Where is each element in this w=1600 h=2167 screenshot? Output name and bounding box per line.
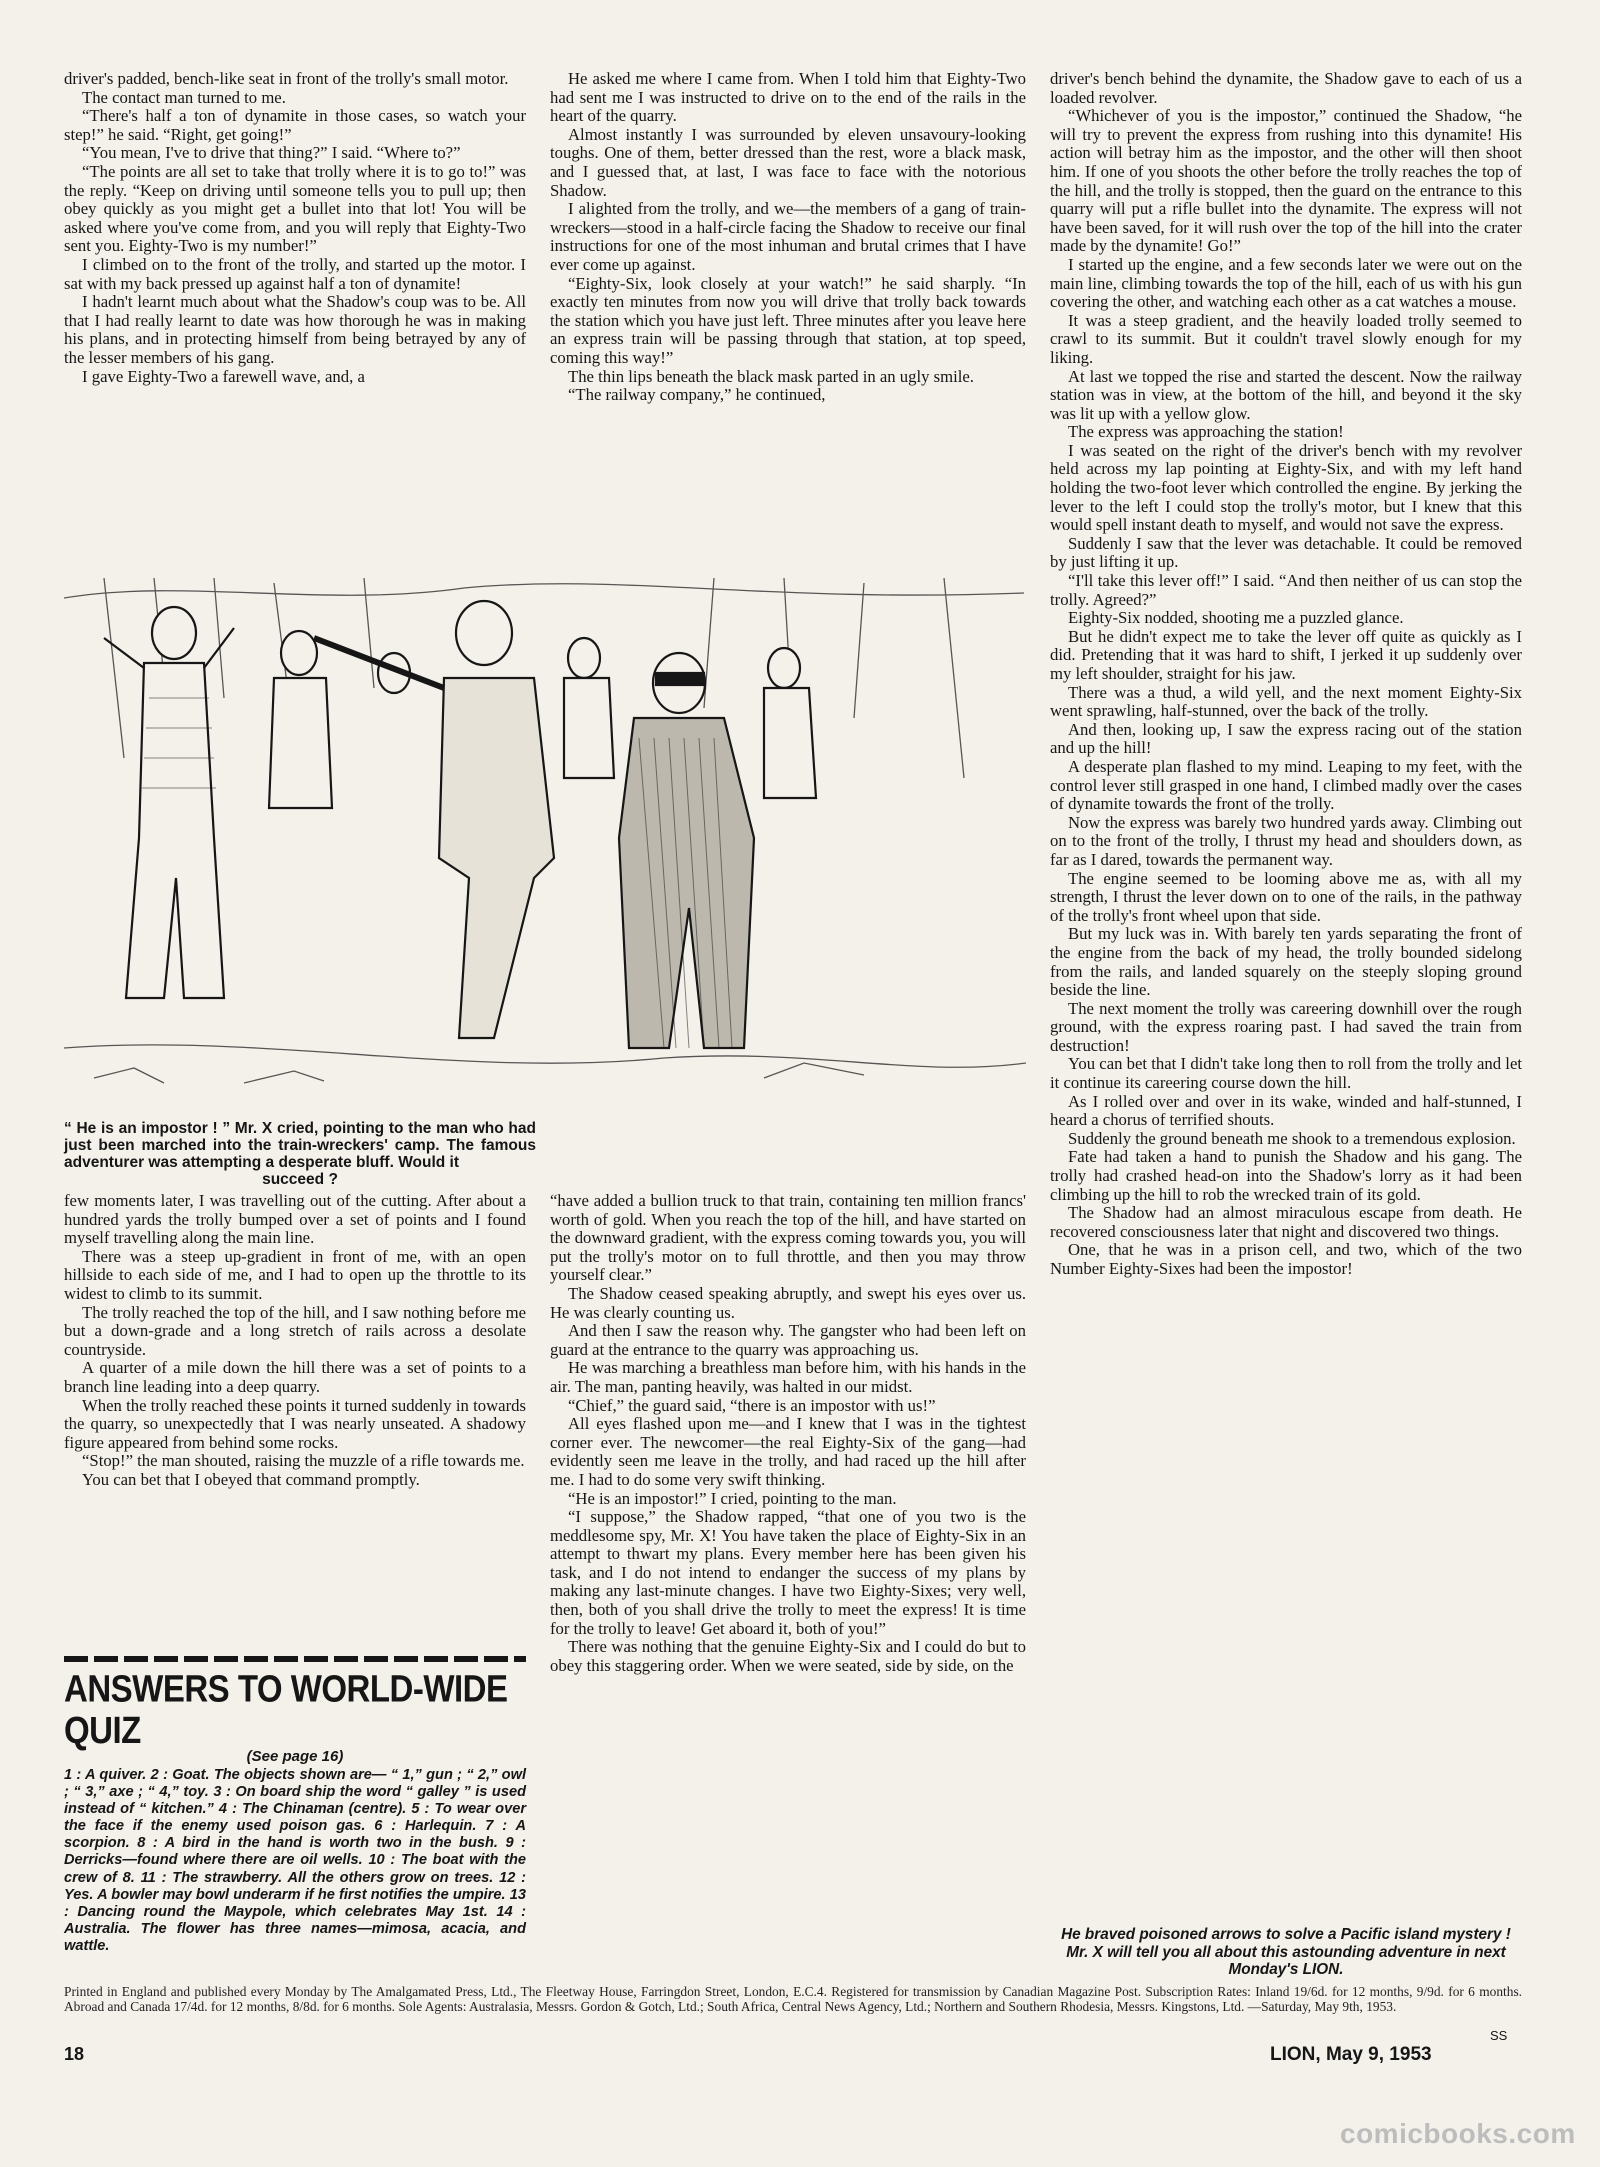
- story-paragraph: “have added a bullion truck to that train, containing ten million francs' worth of gold. When you reach the top of the hill, and have started on the downward gradient, with the express coming towards you, you will put the trolly's motor on to full throttle, and then you may throw yourself clear.”: [550, 1192, 1026, 1285]
- story-paragraph: I alighted from the trolly, and we—the members of a gang of train-wreckers—stood in a half-circle facing the Shadow to receive our final instructions for one of the most inhuman and brutal crimes that I have ever come up against.: [550, 199, 1026, 274]
- story-paragraph: Eighty-Six nodded, shooting me a puzzled glance.: [1068, 608, 1404, 628]
- dashed-divider: [64, 1656, 526, 1662]
- story-paragraph: “The points are all set to take that trolly where it is to go to!” was the reply. “Keep on driving until someone tells you to pull up; then obey quickly as you might get a bullet into that lot! You will be asked where you've come from, and you will reply that Eighty-Two sent you. Eighty-Two is my number!”: [64, 161, 526, 256]
- story-column-2-bottom: [550, 1192, 1026, 1982]
- story-paragraph: I started up the engine, and a few seconds later we were out on the main line, climbing towards the top of the hill, each of us with his gun covering the other, and watching each other as a cat watches a mouse.: [1050, 254, 1522, 312]
- story-column-1-bottom: [64, 1192, 526, 1490]
- story-paragraph: “I suppose,” the Shadow rapped, “that one of you two is the meddlesome spy, Mr. X! You have taken the place of Eighty-Six in an attempt to thwart my plans. Every member here has been given his task, and I do not intend to endanger the success of my plans by making any last-minute changes. I have two Eighty-Sixes; very well, then, both of you shall drive the trolly to meet the express! It is time for the trolly to leave! Get aboard it, both of you!”: [550, 1507, 1026, 1638]
- story-paragraph: “Whichever of you is the impostor,” continued the Shadow, “he will try to prevent the express from rushing into this dynamite! His action will betray him as the impostor, and the other will then shoot him. If one of you shoots the other before the trolly reaches the top of the hill, and the trolly is stopped, then the guard on the entrance to this quarry will put a rifle bullet into the dynamite. The express will not have been saved, for it will rush over the top of the hill into the crater made by the dynamite! Go!”: [1050, 106, 1522, 256]
- page-number: 18: [64, 2044, 85, 2064]
- story-paragraph: driver's padded, bench-like seat in front of the trolly's small motor.: [64, 69, 509, 88]
- story-paragraph: And then, looking up, I saw the express racing out of the station and up the hill!: [1050, 719, 1522, 758]
- imprint-footer: Printed in England and published every Monday by The Amalgamated Press, Ltd., The Fleetway House, Farringdon Street, London, E.C.4. Registered for transmission by Canadian Magazine Post. Subscription Rates: Inland 19/6d. for 12 months, 9/9d. for 6 months. Abroad and Canada 17/4d. for 12 months, 8/8d. for 6 months. Sole Agents: Australasia, Messrs. Gordon & Gotch, Ltd.; South Africa, Central News Agency, Ltd.; Northern and Southern Rhodesia, Messrs. Kingstons, Ltd. —Saturday, May 9th, 1953.: [64, 1984, 1522, 2015]
- story-paragraph: You can bet that I obeyed that command promptly.: [82, 1469, 420, 1489]
- story-paragraph: The Shadow had an almost miraculous escape from death. He recovered consciousness later that night and discovered two things.: [1050, 1203, 1522, 1241]
- quiz-see-page: (See page 16): [246, 1748, 344, 1765]
- story-paragraph: There was nothing that the genuine Eighty-Six and I could do but to obey this staggering order. When we were seated, side by side, on the: [550, 1637, 1026, 1675]
- illustration-caption: [64, 1120, 536, 1188]
- next-week-teaser: He braved poisoned arrows to solve a Pacific island mystery ! Mr. X will tell you all about this astounding adventure in next Monday's LION.: [1061, 1926, 1511, 1978]
- story-paragraph: The contact man turned to me.: [82, 87, 286, 107]
- story-paragraph: “I'll take this lever off!” I said. “And then neither of us can stop the trolly. Agreed?”: [1050, 571, 1522, 609]
- story-paragraph: few moments later, I was travelling out of the cutting. After about a hundred yards the trolly bumped over a set of points and I found myself travelling along the main line.: [64, 1191, 526, 1248]
- quiz-answers-box: [64, 1668, 526, 1955]
- story-paragraph: “Stop!” the man shouted, raising the muzzle of a rifle towards me.: [82, 1451, 525, 1471]
- story-paragraph: “There's half a ton of dynamite in those cases, so watch your step!” he said. “Right, get going!”: [64, 106, 526, 144]
- issue-date: LION, May 9, 1953: [1270, 2044, 1432, 2065]
- story-paragraph: “Chief,” the guard said, “there is an impostor with us!”: [568, 1395, 936, 1415]
- story-paragraph: He was marching a breathless man before him, with his hands in the air. The man, panting heavily, was halted in our midst.: [550, 1358, 1026, 1396]
- quiz-answers-text: 1 : A quiver. 2 : Goat. The objects shown are— “ 1,” gun ; “ 2,” owl ; “ 3,” axe ; “ 4,” toy. 3 : On board ship the word “ galley ” is used instead of “ kitchen.” 4 : The Chinaman (centre). 5 : To wear over the face if the enemy used poison gas. 6 : Harlequin. 7 : A scorpion. 8 : A bird in the hand is worth two in the bush. 9 : Derricks—found where there are oil wells. 10 : The boat with the crew of 8. 11 : The strawberry. All the others grow on trees. 12 : Yes. A bowler may bowl underarm if he first notifies the umpire. 13 : Dancing round the Maypole, which celebrates May 1st. 14 : Australia. The flower has three names—mimosa, acacia, and wattle.: [64, 1767, 526, 1954]
- story-paragraph: I gave Eighty-Two a farewell wave, and, a: [82, 366, 365, 386]
- story-paragraph: A desperate plan flashed to my mind. Leaping to my feet, with the control lever still grasped in one hand, I climbed madly over the cases of dynamite towards the front of the trolly.: [1050, 756, 1522, 814]
- story-paragraph: The Shadow ceased speaking abruptly, and swept his eyes over us. He was clearly counting us.: [550, 1283, 1026, 1322]
- story-column-3: [1050, 70, 1522, 1975]
- story-column-1-top: [64, 70, 526, 386]
- story-paragraph: Suddenly I saw that the lever was detachable. It could be removed by just lifting it up.: [1050, 533, 1522, 572]
- story-paragraph: Almost instantly I was surrounded by eleven unsavoury-looking toughs. One of them, better dressed than the rest, wore a black mask, and I guessed that, at last, I was face to face with the notorious Shadow.: [550, 124, 1026, 200]
- story-paragraph: It was a steep gradient, and the heavily loaded trolly seemed to crawl to its summit. But it couldn't travel slowly enough for my liking.: [1050, 310, 1522, 367]
- caption-end: succeed ?: [262, 1171, 338, 1188]
- printer-mark: SS: [1490, 2028, 1508, 2043]
- story-column-2-top: [550, 70, 1026, 405]
- story-paragraph: There was a thud, a wild yell, and the next moment Eighty-Six went sprawling, half-stunned, over the back of the trolly.: [1050, 682, 1522, 721]
- story-paragraph: Suddenly the ground beneath me shook to a tremendous explosion.: [1068, 1128, 1516, 1148]
- story-paragraph: And then I saw the reason why. The gangster who had been left on guard at the entrance to the quarry was approaching us.: [550, 1321, 1026, 1359]
- caption-text: “ He is an impostor ! ” Mr. X cried, pointing to the man who had just been marched into the train-wreckers' camp. The famous adventurer was attempting a desperate bluff. Would it: [64, 1120, 536, 1171]
- story-paragraph: Now the express was barely two hundred yards away. Climbing out on to the front of the trolly, I thrust my head and shoulders down, as far as I dared, towards the permanent way.: [1050, 812, 1522, 869]
- story-paragraph: As I rolled over and over in its wake, winded and half-stunned, I heard a chorus of terrified shouts.: [1050, 1091, 1522, 1130]
- story-paragraph: A quarter of a mile down the hill there was a set of points to a branch line leading into a deep quarry.: [64, 1358, 526, 1396]
- story-paragraph: The next moment the trolly was careering downhill over the rough ground, with the express roaring past. I had saved the train from destruction!: [1050, 998, 1522, 1055]
- story-illustration: [64, 578, 1026, 1118]
- story-paragraph: “Eighty-Six, look closely at your watch!” he said sharply. “In exactly ten minutes from now you will drive that trolly back towards the station which you have just left. Three minutes after you leave here an express train will be passing through that station, at top speed, coming this way!”: [550, 273, 1026, 367]
- story-paragraph: The thin lips beneath the black mask parted in an ugly smile.: [568, 366, 974, 386]
- story-paragraph: He asked me where I came from. When I told him that Eighty-Two had sent me I was instructed to drive on to the end of the rails in the heart of the quarry.: [550, 69, 1026, 126]
- story-paragraph: I was seated on the right of the driver's bench with my revolver held across my lap pointing at Eighty-Six, and with my left hand holding the two-foot lever which controlled the engine. By jerking the lever to the left I could stop the trolly's motor, but I knew that this would spell instant death to myself, and would not save the express.: [1050, 440, 1522, 535]
- story-paragraph: driver's bench behind the dynamite, the Shadow gave to each of us a loaded revolver.: [1050, 70, 1522, 107]
- story-paragraph: But my luck was in. With barely ten yards separating the front of the engine from the back of my head, the trolly bounded sidelong from the rails, and landed squarely on the steeply sloping ground beside the line.: [1050, 924, 1522, 1000]
- story-paragraph: One, that he was in a prison cell, and two, which of the two Number Eighty-Sixes had been the impostor!: [1050, 1240, 1522, 1278]
- site-watermark: comicbooks.com: [1340, 2118, 1576, 2149]
- story-paragraph: “The railway company,” he continued,: [568, 385, 826, 405]
- story-paragraph: But he didn't expect me to take the lever off quite as quickly as I did. Pretending that it was hard to shift, I jerked it up suddenly over my left shoulder, straight for his jaw.: [1050, 626, 1522, 683]
- story-paragraph: The engine seemed to be looming above me as, with all my strength, I thrust the lever down on to one of the rails, in the pathway of the trolly's front wheel upon that side.: [1050, 868, 1522, 925]
- story-paragraph: When the trolly reached these points it turned suddenly in towards the quarry, so unexpectedly that I was nearly unseated. A shadowy figure appeared from behind some rocks.: [64, 1395, 526, 1452]
- story-paragraph: There was a steep up-gradient in front of me, with an open hillside to each side of me, and I had to open up the throttle to its widest to climb to its summit.: [64, 1246, 526, 1303]
- story-paragraph: At last we topped the rise and started the descent. Now the railway station was in view, at the bottom of the hill, and beyond it the sky was lit up with a yellow glow.: [1050, 366, 1522, 423]
- quiz-title: ANSWERS TO WORLD-WIDE QUIZ: [64, 1666, 508, 1751]
- story-paragraph: I hadn't learnt much about what the Shadow's coup was to be. All that I had really learnt to date was how thorough he was in making his plans, and in protecting himself from being betrayed by any of the lesser members of his gang.: [64, 292, 526, 367]
- story-paragraph: The express was approaching the station!: [1068, 422, 1344, 442]
- story-paragraph: You can bet that I didn't take long then to roll from the trolly and let it continue its careering course down the hill.: [1050, 1054, 1522, 1093]
- story-paragraph: I climbed on to the front of the trolly, and started up the motor. I sat with my back pressed up against half a ton of dynamite!: [64, 254, 526, 293]
- story-paragraph: All eyes flashed upon me—and I knew that I was in the tightest corner ever. The newcomer—the real Eighty-Six of the gang—had evidently seen me leave in the trolly, and had raced up the hill after me. I had to do some very swift thinking.: [550, 1414, 1026, 1489]
- story-paragraph: “You mean, I've to drive that thing?” I said. “Where to?”: [82, 143, 461, 163]
- story-paragraph: “He is an impostor!” I cried, pointing to the man.: [568, 1488, 897, 1508]
- story-paragraph: The trolly reached the top of the hill, and I saw nothing before me but a down-grade and a long stretch of rails across a desolate countryside.: [64, 1302, 526, 1359]
- story-paragraph: Fate had taken a hand to punish the Shadow and his gang. The trolly had crashed head-on into the Shadow's lorry as it had been climbing up the hill to rob the wrecked train of its gold.: [1050, 1147, 1522, 1204]
